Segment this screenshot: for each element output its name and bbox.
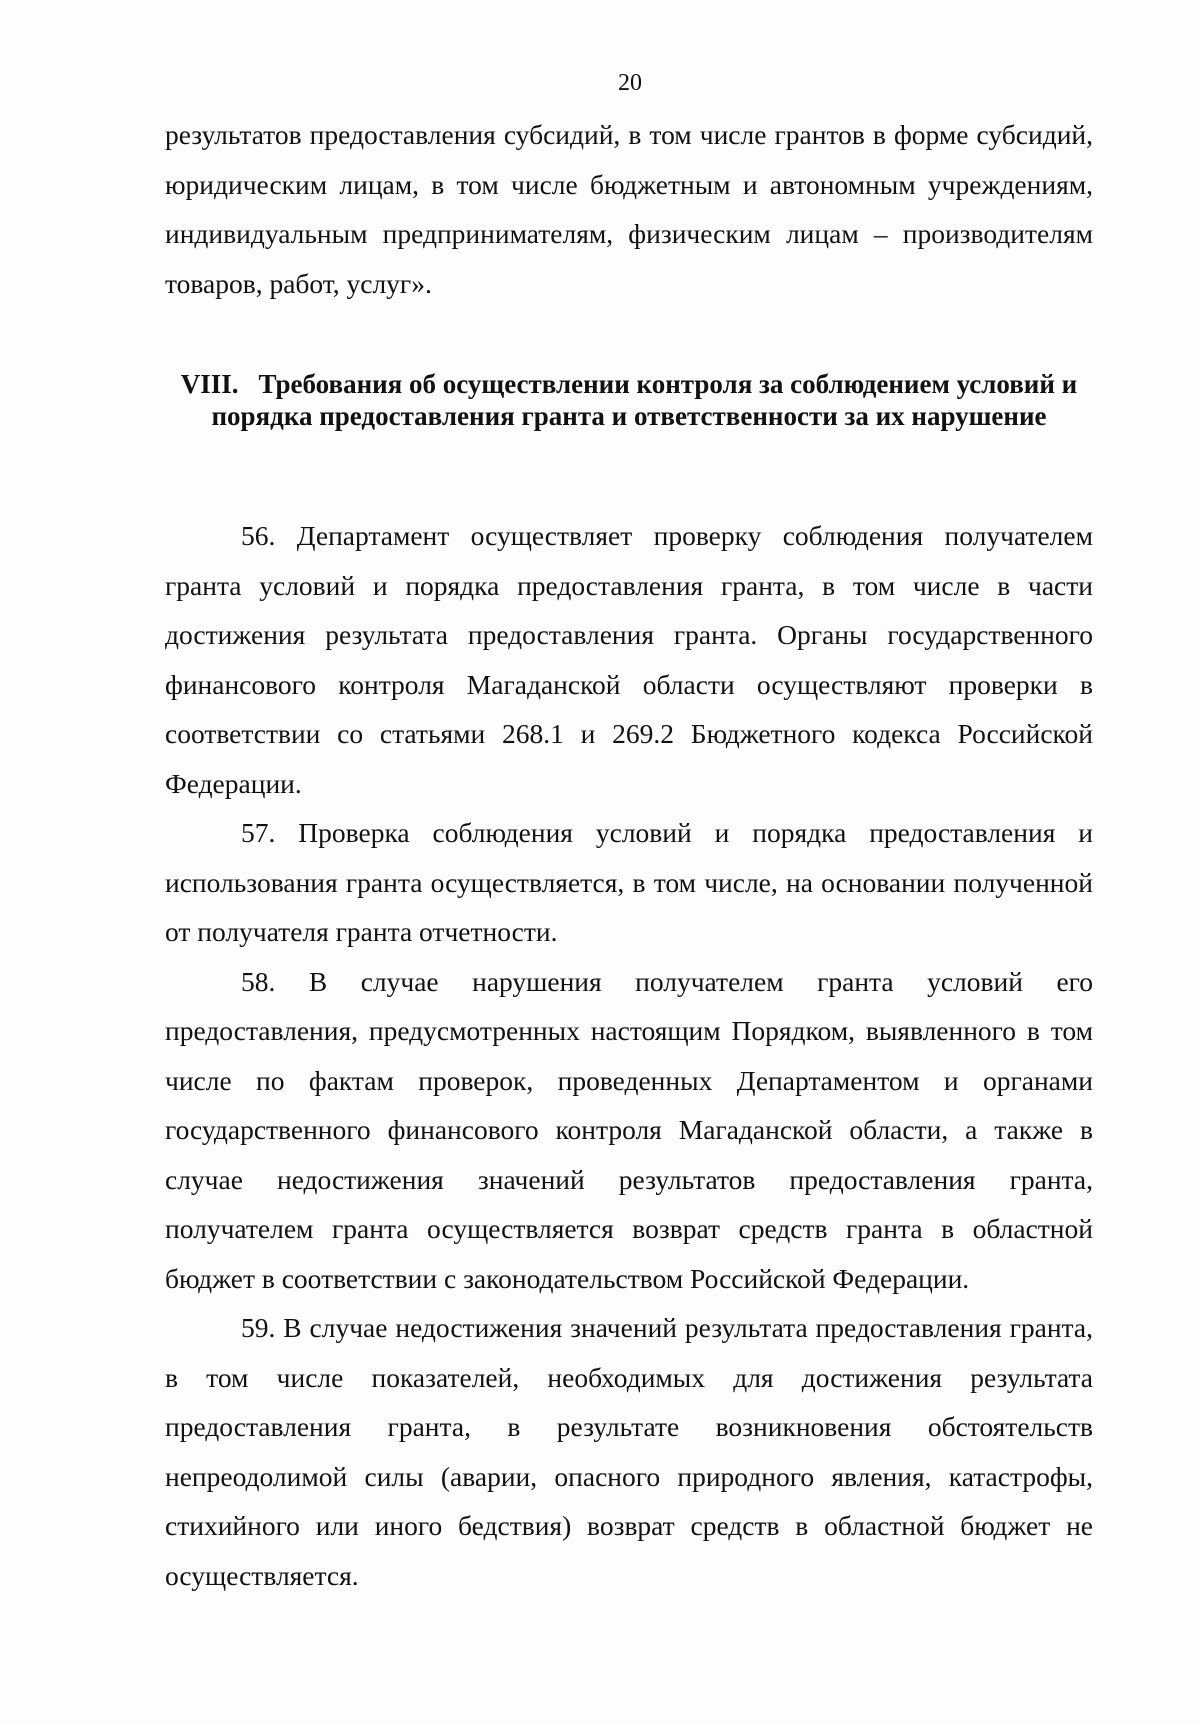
section-title: Требования об осуществлении контроля за соблюдением условий и порядка предоставления гранта и ответственности за их нарушение [211, 369, 1078, 431]
paragraph-56: 56. Департамент осуществляет проверку соблюдения получателем гранта условий и порядка предоставления гранта, в том числе в части достижения результата предоставления гранта. Органы государственного финансового контроля Магаданской области осуществляют проверки в соответствии со статьями 268.1 и 269.2 Бюджетного кодекса Российской Федерации. [165, 520, 1093, 799]
section-heading [165, 368, 1093, 432]
section-body [165, 511, 1093, 1600]
paragraph-58: 58. В случае нарушения получателем гранта условий его предоставления, предусмотренных настоящим Порядком, выявленного в том числе по фактам проверок, проведенных Департаментом и органами государственного финансового контроля Магаданской области, а также в случае недостижения значений результатов предоставления гранта, получателем гранта осуществляется возврат средств гранта в областной бюджет в соответствии с законодательством Российской Федерации. [165, 965, 1093, 1294]
intro-text-block [165, 110, 1093, 308]
intro-paragraph: результатов предоставления субсидий, в том числе грантов в форме субсидий, юридическим лицам, в том числе бюджетным и автономным учреждениям, индивидуальным предпринимателям, физическим лицам – производителям товаров, работ, услуг». [165, 119, 1093, 299]
section-number: VIII. [180, 369, 239, 399]
page-number: 20 [618, 70, 642, 96]
paragraph-57: 57. Проверка соблюдения условий и порядка предоставления и использования гранта осуществляется, в том числе, на основании полученной от получателя гранта отчетности. [165, 817, 1093, 947]
paragraph-59: 59. В случае недостижения значений результата предоставления гранта, в том числе показателей, необходимых для достижения результата предоставления гранта, в результате возникновения обстоятельств непреодолимой силы (аварии, опасного природного явления, катастрофы, стихийного или иного бедствия) возврат средств в областной бюджет не осуществляется. [165, 1312, 1093, 1591]
